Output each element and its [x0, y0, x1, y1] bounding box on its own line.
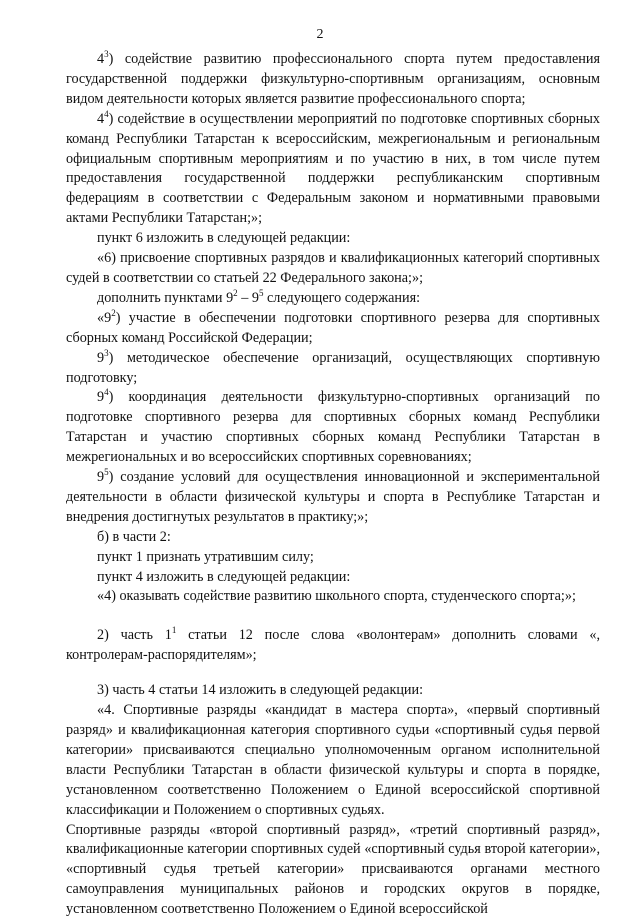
- superscript: 4: [104, 387, 109, 398]
- paragraph: [66, 289, 600, 309]
- text-run: 4: [97, 110, 105, 127]
- text-run: пункт 6 изложить в следующей редакции:: [97, 230, 351, 247]
- text-run: «9: [97, 309, 112, 326]
- text-run: 4: [97, 51, 105, 67]
- paragraph: [66, 701, 600, 820]
- superscript: 2: [233, 287, 238, 298]
- text-run: статьи 12 после слова «волонтерам» дополнить словами «, контролерам-распорядителям»;: [66, 627, 600, 664]
- superscript: 2: [111, 307, 116, 318]
- paragraph: [66, 568, 600, 588]
- paragraph: [66, 528, 600, 548]
- text-run: следующего содержания:: [263, 289, 421, 306]
- text-run: ) содействие развитию профессионального спорта путем предоставления государственной поддержки физкультурно-спортивным организациям, основным видом деятельности которых является развитие профессионального спорта;: [66, 51, 600, 107]
- paragraph: [66, 548, 600, 568]
- superscript: 1: [171, 625, 177, 636]
- paragraph: [66, 681, 600, 701]
- text-run: 2) часть 1: [97, 627, 172, 644]
- text-run: пункт 1 признать утратившим силу;: [97, 548, 314, 565]
- text-run: – 9: [237, 289, 259, 306]
- paragraph: [66, 229, 600, 249]
- superscript: 3: [104, 347, 109, 358]
- text-run: ) участие в обеспечении подготовки спортивного резерва для спортивных сборных команд Российской Федерации;: [66, 309, 600, 346]
- text-run: 9: [97, 389, 105, 406]
- text-run: «6) присвоение спортивных разрядов и квалификационных категорий спортивных судей в соответствии со статьей 22 Федерального закона;»;: [66, 250, 600, 286]
- text-run: «4) оказывать содействие развитию школьного спорта, студенческого спорта;»;: [97, 588, 576, 605]
- paragraph: [66, 388, 600, 468]
- text-run: ) координация деятельности физкультурно-спортивных организаций по подготовке спортивного резерва для спортивных сборных команд Республики Татарстан и участию спортивных сборных команд Республики Татарстан в межрегиональных и во всероссийских спортивных соревнованиях;: [66, 389, 600, 466]
- paragraph: [66, 349, 600, 389]
- paragraph: [66, 249, 600, 289]
- text-run: 9: [97, 469, 105, 486]
- text-run: ) создание условий для осуществления инновационной и экспериментальной деятельности в области физической культуры и спорта в Республике Татарстан и внедрения достигнутых результатов в практику;»;: [66, 469, 600, 525]
- superscript: 5: [258, 287, 264, 298]
- text-run: 3) часть 4 статьи 14 изложить в следующей редакции:: [97, 682, 424, 699]
- page-number: 2: [316, 27, 324, 42]
- text-run: ) содействие в осуществлении мероприятий по подготовке спортивных сборных команд Республики Татарстан к всероссийским, межрегиональным и региональным официальным спортивным мероприятиям и по участию в них, в том числе путем предоставления государственной поддержки республиканским спортивным федерациям в соответствии с Федеральным законом и нормативными правовыми актами Республики Татарстан;»;: [66, 110, 600, 227]
- superscript: 3: [104, 49, 109, 59]
- paragraph: [66, 309, 600, 349]
- superscript: 5: [104, 467, 109, 478]
- superscript: 4: [104, 108, 109, 119]
- text-run: дополнить пунктами 9: [97, 289, 234, 306]
- paragraph: [66, 110, 600, 229]
- document-body: [66, 50, 600, 920]
- paragraph: [66, 626, 600, 666]
- text-run: 9: [97, 349, 105, 366]
- paragraph: [66, 821, 600, 920]
- text-run: б) в части 2:: [97, 528, 171, 545]
- text-run: Спортивные разряды «второй спортивный разряд», «третий спортивный разряд», квалификационные категории спортивных судей «спортивный судья второй категории», «спортивный судья третьей категории» присваиваются органами местного самоуправления муниципальных районов и городских округов в порядке, установленном соответственно Положением о Единой всероссийской: [66, 821, 600, 918]
- text-run: «4. Спортивные разряды «кандидат в мастера спорта», «первый спортивный разряд» и квалификационная категория спортивного судьи «спортивный судья первой категории» присваиваются специально уполномоченным органом исполнительной власти Республики Татарстан в области физической культуры и спорта в порядке, установленном соответственно Положением о Единой всероссийской спортивной классификации и Положением о спортивных судьях.: [66, 702, 600, 818]
- paragraph: [66, 468, 600, 528]
- paragraph: [66, 50, 600, 110]
- text-run: пункт 4 изложить в следующей редакции:: [97, 568, 351, 585]
- text-run: ) методическое обеспечение организаций, осуществляющих спортивную подготовку;: [66, 349, 600, 386]
- paragraph: [66, 587, 600, 607]
